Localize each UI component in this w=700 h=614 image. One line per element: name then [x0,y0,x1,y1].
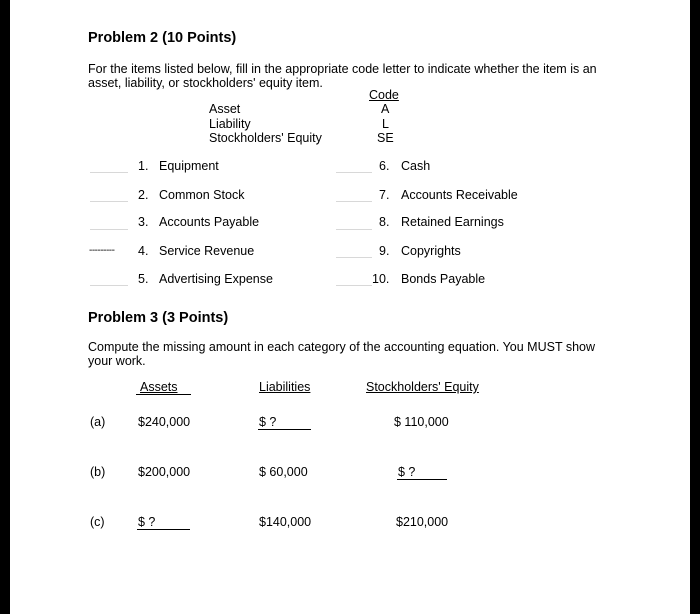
document-page [10,0,690,614]
row-label-a: (a) [90,415,106,429]
row-b-equity-underline [397,479,447,480]
problem3-instructions-line1: Compute the missing amount in each category of the accounting equation. You MUST show [88,340,596,354]
legend-label-equity: Stockholders' Equity [209,131,322,145]
row-b-equity[interactable]: $ ? [398,465,416,479]
legend-label-asset: Asset [209,102,241,116]
answer-blank-6[interactable] [336,172,372,173]
row-b-assets: $200,000 [138,465,191,479]
item-label-8: Retained Earnings [401,215,504,229]
item-label-7: Accounts Receivable [401,188,518,202]
answer-blank-5[interactable] [90,285,128,286]
answer-blank-3[interactable] [90,229,128,230]
legend-code-equity: SE [377,131,394,145]
row-label-c: (c) [90,515,105,529]
header-equity: Stockholders' Equity [366,380,479,394]
answer-blank-7[interactable] [336,201,372,202]
item-number-5: 5. [138,272,149,286]
item-label-6: Cash [401,159,431,173]
row-a-equity: $ 110,000 [394,415,449,429]
problem3-instructions-line2: your work. [88,354,146,368]
answer-dashes-4[interactable]: --------- [89,245,115,256]
item-number-4: 4. [138,244,149,258]
item-number-10: 10. [372,272,390,286]
answer-blank-8[interactable] [336,229,372,230]
item-number-2: 2. [138,188,149,202]
item-label-10: Bonds Payable [401,272,486,286]
problem2-instructions-line2: asset, liability, or stockholders' equity item. [88,76,323,90]
item-number-7: 7. [379,188,390,202]
row-a-liabilities[interactable]: $ ? [259,415,277,429]
row-c-equity: $210,000 [396,515,449,529]
legend-label-liability: Liability [209,117,251,131]
answer-blank-1[interactable] [90,172,128,173]
item-number-9: 9. [379,244,390,258]
item-number-8: 8. [379,215,390,229]
row-b-liabilities: $ 60,000 [259,465,308,479]
row-a-liabilities-underline [258,429,311,430]
item-label-2: Common Stock [159,188,245,202]
header-liabilities: Liabilities [259,380,311,394]
item-label-1: Equipment [159,159,219,173]
code-header: Code [369,88,399,102]
item-label-4: Service Revenue [159,244,255,258]
item-number-6: 6. [379,159,390,173]
row-c-assets-underline [137,529,190,530]
answer-blank-10[interactable] [336,285,372,286]
item-label-3: Accounts Payable [159,215,260,229]
problem2-instructions-line1: For the items listed below, fill in the appropriate code letter to indicate whether the item is an [88,62,597,76]
item-number-1: 1. [138,159,149,173]
row-a-assets: $240,000 [138,415,191,429]
answer-blank-9[interactable] [336,257,372,258]
legend-code-asset: A [381,102,390,116]
row-c-liabilities: $140,000 [259,515,312,529]
header-assets: Assets [140,380,178,394]
problem3-title: Problem 3 (3 Points) [88,310,229,326]
answer-blank-2[interactable] [90,201,128,202]
row-label-b: (b) [90,465,106,479]
item-label-9: Copyrights [401,244,461,258]
legend-code-liability: L [382,117,389,131]
problem2-title: Problem 2 (10 Points) [88,30,237,46]
row-c-assets[interactable]: $ ? [138,515,156,529]
header-assets-underline [136,394,191,395]
item-number-3: 3. [138,215,149,229]
item-label-5: Advertising Expense [159,272,273,286]
